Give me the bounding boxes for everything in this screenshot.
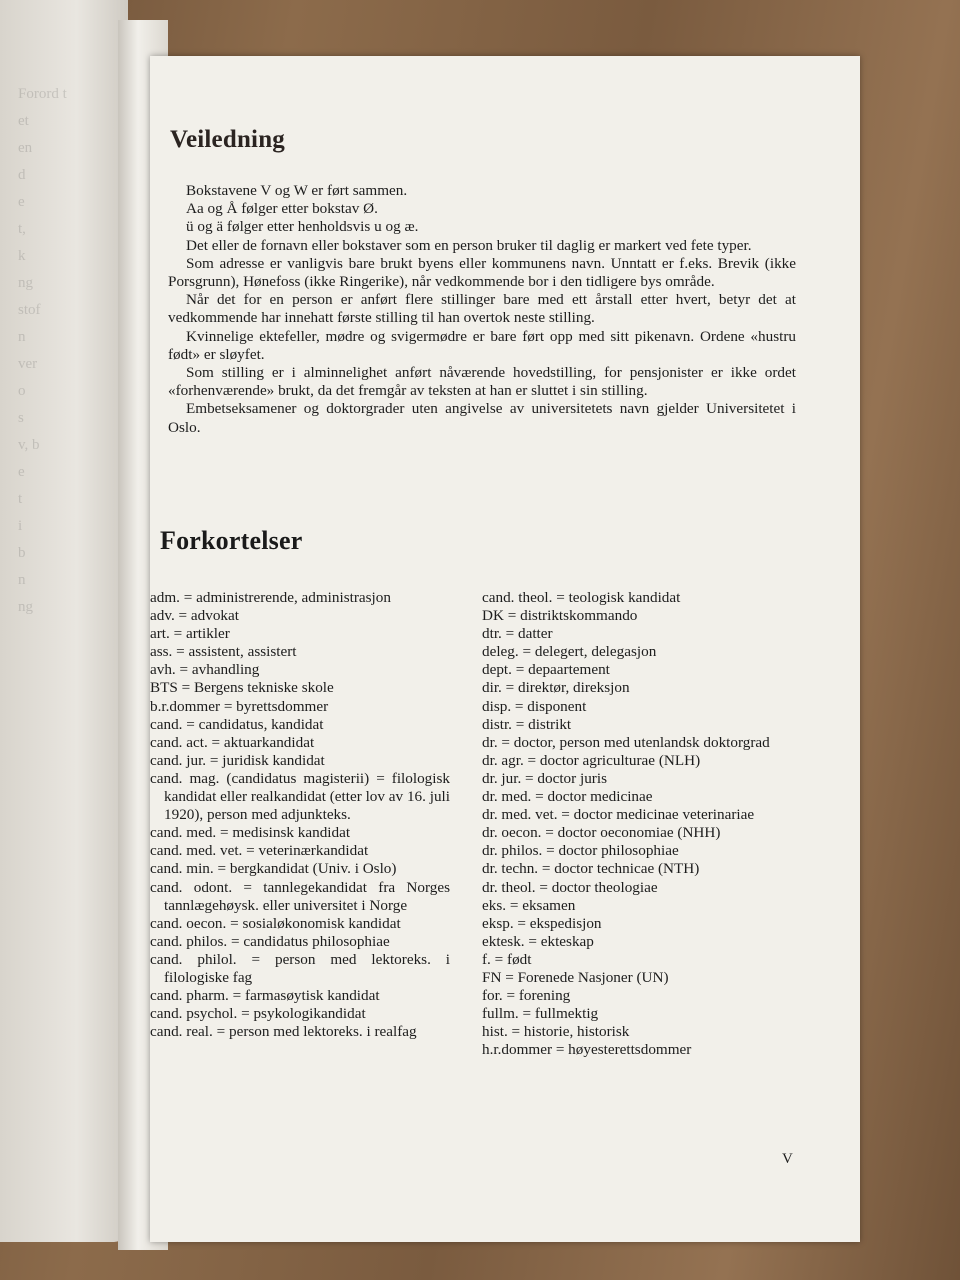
abbreviations-right-column — [482, 589, 792, 1059]
veiledning-paragraph: Aa og Å følger etter bokstav Ø. — [186, 200, 378, 218]
page-number: V — [782, 1151, 793, 1167]
bleed-text-line: en — [18, 140, 33, 156]
abbreviation-entry: hist. = historie, historisk — [482, 1023, 630, 1041]
veiledning-paragraph: Det eller de fornavn eller bokstaver som en person bruker til daglig er markert ved fete typer. — [186, 236, 752, 254]
abbreviation-entry: distr. = distrikt — [482, 715, 572, 733]
abbreviation-entry: cand. med. vet. = veterinærkandidat — [150, 842, 369, 860]
abbreviation-entry: h.r.dommer = høyesterettsdommer — [482, 1041, 692, 1059]
abbreviation-entry: deleg. = delegert, delegasjon — [482, 643, 657, 661]
veiledning-paragraph: Som adresse er vanligvis bare brukt byens eller kommunens navn. Unntatt er f.eks. Brevik (ikke Porsgrunn), Hønefoss (ikke Ringerike), når vedkommende bor i den tidligere bys område. — [168, 254, 796, 291]
bleed-text-line: et — [18, 113, 29, 129]
abbreviation-entry: fullm. = fullmektig — [482, 1005, 599, 1023]
abbreviation-entry: dir. = direktør, direksjon — [482, 679, 630, 697]
abbreviation-entry: cand. mag. (candidatus magisterii) = filologisk kandidat eller realkandidat (etter lov av 16. juli 1920), person med adjunkteks. — [150, 769, 450, 824]
abbreviation-entry: dr. med. = doctor medicinae — [482, 788, 653, 806]
bleed-text-line: d — [18, 167, 26, 183]
bleed-text-line: ng — [18, 275, 33, 291]
abbreviation-entry: dr. jur. = doctor juris — [482, 769, 607, 787]
abbreviation-entry: adm. = administrerende, administrasjon — [150, 589, 391, 606]
abbreviation-entry: art. = artikler — [150, 625, 230, 643]
veiledning-paragraph: Bokstavene V og W er ført sammen. — [186, 182, 408, 199]
bleed-text-line: t, — [18, 221, 26, 237]
abbreviation-entry: dr. agr. = doctor agriculturae (NLH) — [482, 751, 701, 769]
bleed-text-line: t — [18, 491, 23, 507]
abbreviation-entry: cand. psychol. = psykologikandidat — [150, 1005, 366, 1023]
abbreviation-entry: dr. philos. = doctor philosophiae — [482, 842, 679, 860]
abbreviation-entry: disp. = disponent — [482, 697, 587, 715]
abbreviation-entry: cand. theol. = teologisk kandidat — [482, 589, 681, 606]
abbreviation-entry: f. = født — [482, 950, 532, 968]
abbreviation-entry: adv. = advokat — [150, 607, 239, 625]
abbreviation-entry: eks. = eksamen — [482, 896, 576, 914]
bleed-text-line: i — [18, 518, 23, 534]
bleed-text-line: k — [18, 248, 26, 264]
abbreviation-entry: ektesk. = ekteskap — [482, 932, 594, 950]
abbreviation-entry: cand. jur. = juridisk kandidat — [150, 751, 325, 769]
veiledning-paragraph: Når det for en person er anført flere stillinger bare med ett årstall etter hvert, betyr det at vedkommende har innehatt første stilling til han overtok neste stilling. — [168, 291, 796, 327]
abbreviation-entry: cand. oecon. = sosialøkonomisk kandidat — [150, 914, 401, 932]
bleed-text-line: v, b — [18, 437, 40, 453]
abbreviation-entry: dr. theol. = doctor theologiae — [482, 878, 658, 896]
abbreviation-entry: avh. = avhandling — [150, 661, 260, 679]
abbreviation-entry: eksp. = ekspedisjon — [482, 914, 602, 932]
veiledning-paragraph: Embetseksamener og doktorgrader uten angivelse av universitetets navn gjelder Universitetet i Oslo. — [168, 400, 796, 436]
abbreviation-entry: cand. real. = person med lektoreks. i realfag — [150, 1023, 417, 1041]
veiledning-paragraph: ü og ä følger etter henholdsvis u og æ. — [186, 218, 419, 236]
bleed-text-line: b — [18, 545, 26, 561]
veiledning-text — [168, 182, 796, 437]
abbreviation-entry: cand. philos. = candidatus philosophiae — [150, 932, 390, 950]
bleed-text-line: o — [18, 383, 26, 399]
bleed-text-line: e — [18, 194, 25, 210]
abbreviation-entry: DK = distriktskommando — [482, 607, 638, 625]
bleed-text-line: Forord t — [18, 86, 67, 102]
forkortelser-heading: Forkortelser — [160, 526, 303, 555]
abbreviation-entry: cand. min. = bergkandidat (Univ. i Oslo) — [150, 860, 397, 878]
abbreviation-entry: dr. oecon. = doctor oeconomiae (NHH) — [482, 824, 721, 842]
abbreviation-entry: cand. odont. = tannlegekandidat fra Norges tannlægehøysk. eller universitet i Norge — [150, 878, 450, 914]
abbreviation-entry: cand. philol. = person med lektoreks. i filologiske fag — [150, 950, 450, 986]
abbreviation-entry: dtr. = datter — [482, 625, 553, 643]
abbreviation-entry: BTS = Bergens tekniske skole — [150, 679, 334, 697]
veiledning-paragraph: Som stilling er i alminnelighet anført nåværende hovedstilling, for pensjonister er ikke ordet «forhenværende» brukt, da det fremgår av teksten at han er sluttet i sin stilling. — [168, 364, 796, 400]
bleed-text-line: n — [18, 572, 26, 588]
abbreviation-entry: cand. act. = aktuarkandidat — [150, 733, 315, 751]
bleed-text-line: ng — [18, 599, 33, 615]
bleed-text-line: ver — [18, 356, 38, 372]
abbreviation-entry: dept. = depaartement — [482, 661, 610, 679]
abbreviation-entry: dr. techn. = doctor technicae (NTH) — [482, 860, 700, 878]
abbreviation-entry: cand. = candidatus, kandidat — [150, 715, 324, 733]
abbreviation-entry: cand. med. = medisinsk kandidat — [150, 824, 351, 842]
abbreviation-entry: ass. = assistent, assistert — [150, 643, 297, 661]
bleed-text-line: stof — [18, 302, 41, 318]
abbreviation-entry: FN = Forenede Nasjoner (UN) — [482, 968, 669, 986]
abbreviation-entry: cand. pharm. = farmasøytisk kandidat — [150, 987, 380, 1005]
abbreviation-entry: dr. med. vet. = doctor medicinae veterinariae — [482, 806, 755, 824]
right-page — [150, 56, 860, 1242]
abbreviation-entry: for. = forening — [482, 987, 571, 1005]
bleed-text-line: e — [18, 464, 25, 480]
veiledning-paragraph: Kvinnelige ektefeller, mødre og svigermødre er bare ført opp med sitt pikenavn. Ordene «hustru født» er sløyfet. — [168, 327, 796, 363]
abbreviation-entry: b.r.dommer = byrettsdommer — [150, 697, 329, 715]
left-page — [0, 0, 128, 1242]
veiledning-heading: Veiledning — [170, 126, 286, 153]
bleed-text-line: s — [18, 410, 24, 426]
bleed-text-line: n — [18, 329, 26, 345]
abbreviations-left-column — [150, 589, 450, 1041]
abbreviation-entry: dr. = doctor, person med utenlandsk doktorgrad — [482, 733, 770, 751]
